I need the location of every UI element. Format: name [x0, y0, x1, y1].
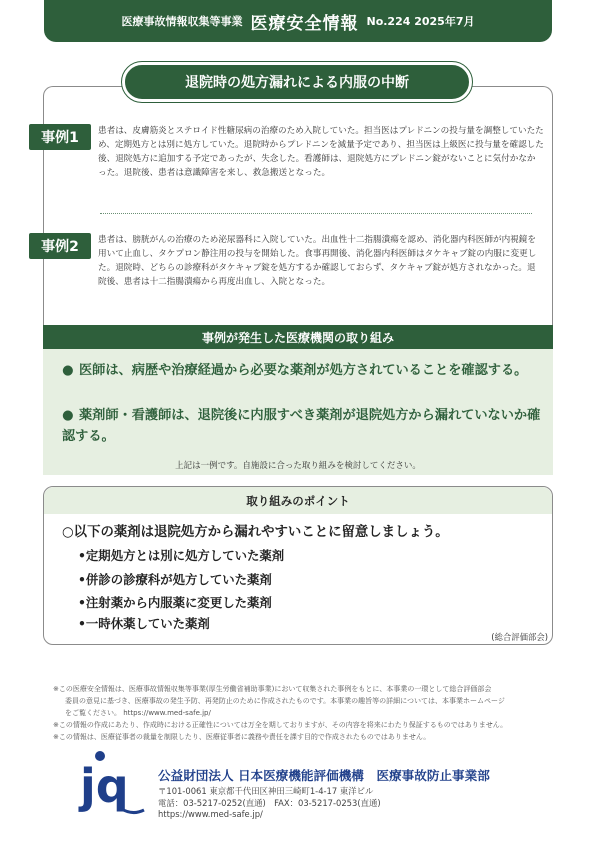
topic-title: 退院時の処方漏れによる内服の中断 [122, 62, 472, 102]
header-series: 医療事故情報収集等事業 [121, 15, 243, 28]
bullet-icon: ● [62, 363, 74, 378]
case-1-text: 患者は、皮膚筋炎とステロイド性糖尿病の治療のため入院していた。担当医はプレドニンの投与量を調整していたため、定期処方とは別に処方していた。退院時からプレドニンを減量予定であり、担当医は上級医に投与量を確認した後、退院処方に追加する予定であったが、失念した。看護師は、退院処方にプレドニン錠がないことに気付かなかった。退院後、患者は意識障害を来し、救急搬送となった。 [98, 126, 544, 178]
case-frame [43, 86, 553, 327]
point-item-4: •一時休薬していた薬剤 [78, 616, 210, 631]
bullet-icon: ● [62, 408, 74, 423]
footnotes [53, 683, 553, 743]
measure-item-2 [62, 405, 542, 447]
committee-credit: (総合評価部会) [491, 632, 548, 642]
points-title: 取り組みのポイント [44, 487, 552, 514]
case-2-label: 事例2 [29, 233, 91, 259]
org-address: 〒101-0061 東京都千代田区神田三崎町1-4-17 東洋ビル [158, 786, 374, 796]
point-item-2: •併診の診療科が処方していた薬剤 [78, 572, 272, 587]
header-banner [44, 0, 552, 42]
measures-note: 上記は一例です。自施設に合った取り組みを検討してください。 [175, 461, 421, 471]
footnote-2: ※この情報の作成にあたり、作成時における正確性については万全を期しておりますが、その内容を将来にわたり保証するものではありません。 [53, 721, 508, 729]
points-lead: ○以下の薬剤は退院処方から漏れやすいことに留意しましょう。 [62, 525, 449, 540]
footnote-1-url: をご覧ください。 https://www.med-safe.jp/ [65, 709, 211, 717]
case-2-text: 患者は、膀胱がんの治療のため泌尿器科に入院していた。出血性十二指腸潰瘍を認め、消化器内科医師が内視鏡を用いて止血し、タケプロン静注用の投与を開始した。食事再開後、消化器内科医師はタケキャブ錠の内服に変更した。退院時、どちらの診療科がタケキャブ錠を処方するか確認しておらず、タケキャブ錠が処方されなかった。退院後、患者は十二指腸潰瘍から再度出血し、入院となった。 [98, 235, 537, 287]
header-title: 医療安全情報 [250, 13, 359, 34]
measure-item-1-text: 医師は、病歴や治療経過から必要な薬剤が処方されていることを確認する。 [79, 363, 528, 378]
org-url[interactable]: https://www.med-safe.jp/ [158, 809, 263, 819]
measure-item-1 [62, 360, 542, 381]
header-issue: No.224 2025年7月 [366, 15, 475, 28]
logo-letters: jq [80, 759, 129, 813]
org-name: 公益財団法人 日本医療機能評価機構 医療事故防止事業部 [158, 768, 490, 783]
org-phone: 電話：03-5217-0252(直通) FAX：03-5217-0253(直通) [158, 798, 381, 808]
point-item-1: •定期処方とは別に処方していた薬剤 [78, 548, 285, 563]
case-1-label: 事例1 [29, 124, 91, 150]
jq-logo-icon [78, 750, 148, 820]
measures-title: 事例が発生した医療機関の取り組み [43, 325, 553, 349]
footnote-1: ※この医療安全情報は、医療事故情報収集等事業(厚生労働省補助事業)において収集された事例をもとに、本事業の一環として総合評価部会 [53, 685, 492, 693]
measure-item-2-text: 薬剤師・看護師は、退院後に内服すべき薬剤が退院処方から漏れていないか確認する。 [62, 408, 541, 444]
point-item-3: •注射薬から内服薬に変更した薬剤 [78, 595, 272, 610]
case-divider [100, 213, 532, 214]
footnote-1-cont: 委員の意見に基づき、医療事故の発生予防、再発防止のために作成されたものです。本事業の趣旨等の詳細については、本事業ホームページ [65, 697, 505, 705]
footnote-3: ※この情報は、医療従事者の裁量を制限したり、医療従事者に義務や責任を課す目的で作成されたものではありません。 [53, 733, 431, 741]
